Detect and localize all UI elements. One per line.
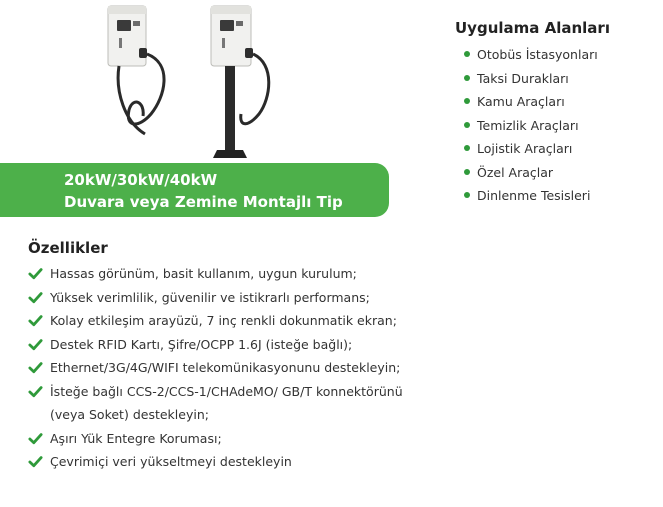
bullet-icon (464, 145, 470, 151)
charger-products-image (95, 2, 295, 164)
list-item: Dinlenme Tesisleri (455, 184, 660, 208)
features-section (28, 239, 648, 474)
check-icon (28, 290, 43, 305)
check-icon (28, 266, 43, 281)
feature-item-continuation: (veya Soket) destekleyin; (50, 407, 209, 422)
application-areas-title: Uygulama Alanları (455, 19, 610, 37)
check-icon (28, 337, 43, 352)
bullet-icon (464, 51, 470, 57)
feature-item: Yüksek verimlilik, güvenilir ve istikrarlı performans; (28, 286, 648, 310)
features-title: Özellikler (28, 239, 108, 257)
list-item: Özel Araçlar (455, 161, 660, 185)
check-icon (28, 313, 43, 328)
list-item: Kamu Araçları (455, 90, 660, 114)
feature-item: İsteğe bağlı CCS-2/CCS-1/CHAdeMO/ GB/T konnektörünü (veya Soket) destekleyin; (28, 380, 648, 427)
check-icon (28, 431, 43, 446)
feature-item: Aşırı Yük Entegre Koruması; (28, 427, 648, 451)
feature-item: Destek RFID Kartı, Şifre/OCPP 1.6J (isteğe bağlı); (28, 333, 648, 357)
check-icon (28, 454, 43, 469)
list-item: Temizlik Araçları (455, 114, 660, 138)
bullet-icon (464, 75, 470, 81)
floor-mounted-charger (211, 6, 269, 158)
feature-item: Çevrimiçi veri yükseltmeyi destekleyin (28, 450, 648, 474)
feature-item: Kolay etkileşim arayüzü, 7 inç renkli dokunmatik ekran; (28, 309, 648, 333)
list-item: Otobüs İstasyonları (455, 43, 660, 67)
power-ratings: 20kW/30kW/40kW (64, 171, 218, 189)
mounting-type: Duvara veya Zemine Montajlı Tip (64, 193, 343, 211)
features-list (28, 262, 648, 474)
application-list (455, 43, 660, 208)
bullet-icon (464, 192, 470, 198)
application-areas (455, 19, 660, 208)
list-item: Lojistik Araçları (455, 137, 660, 161)
feature-item: Ethernet/3G/4G/WIFI telekomünikasyonunu destekleyin; (28, 356, 648, 380)
feature-item: Hassas görünüm, basit kullanım, uygun kurulum; (28, 262, 648, 286)
product-banner (0, 163, 389, 217)
wall-mounted-charger (108, 6, 164, 134)
bullet-icon (464, 122, 470, 128)
list-item: Taksi Durakları (455, 67, 660, 91)
bullet-icon (464, 98, 470, 104)
check-icon (28, 360, 43, 375)
bullet-icon (464, 169, 470, 175)
check-icon (28, 384, 43, 399)
